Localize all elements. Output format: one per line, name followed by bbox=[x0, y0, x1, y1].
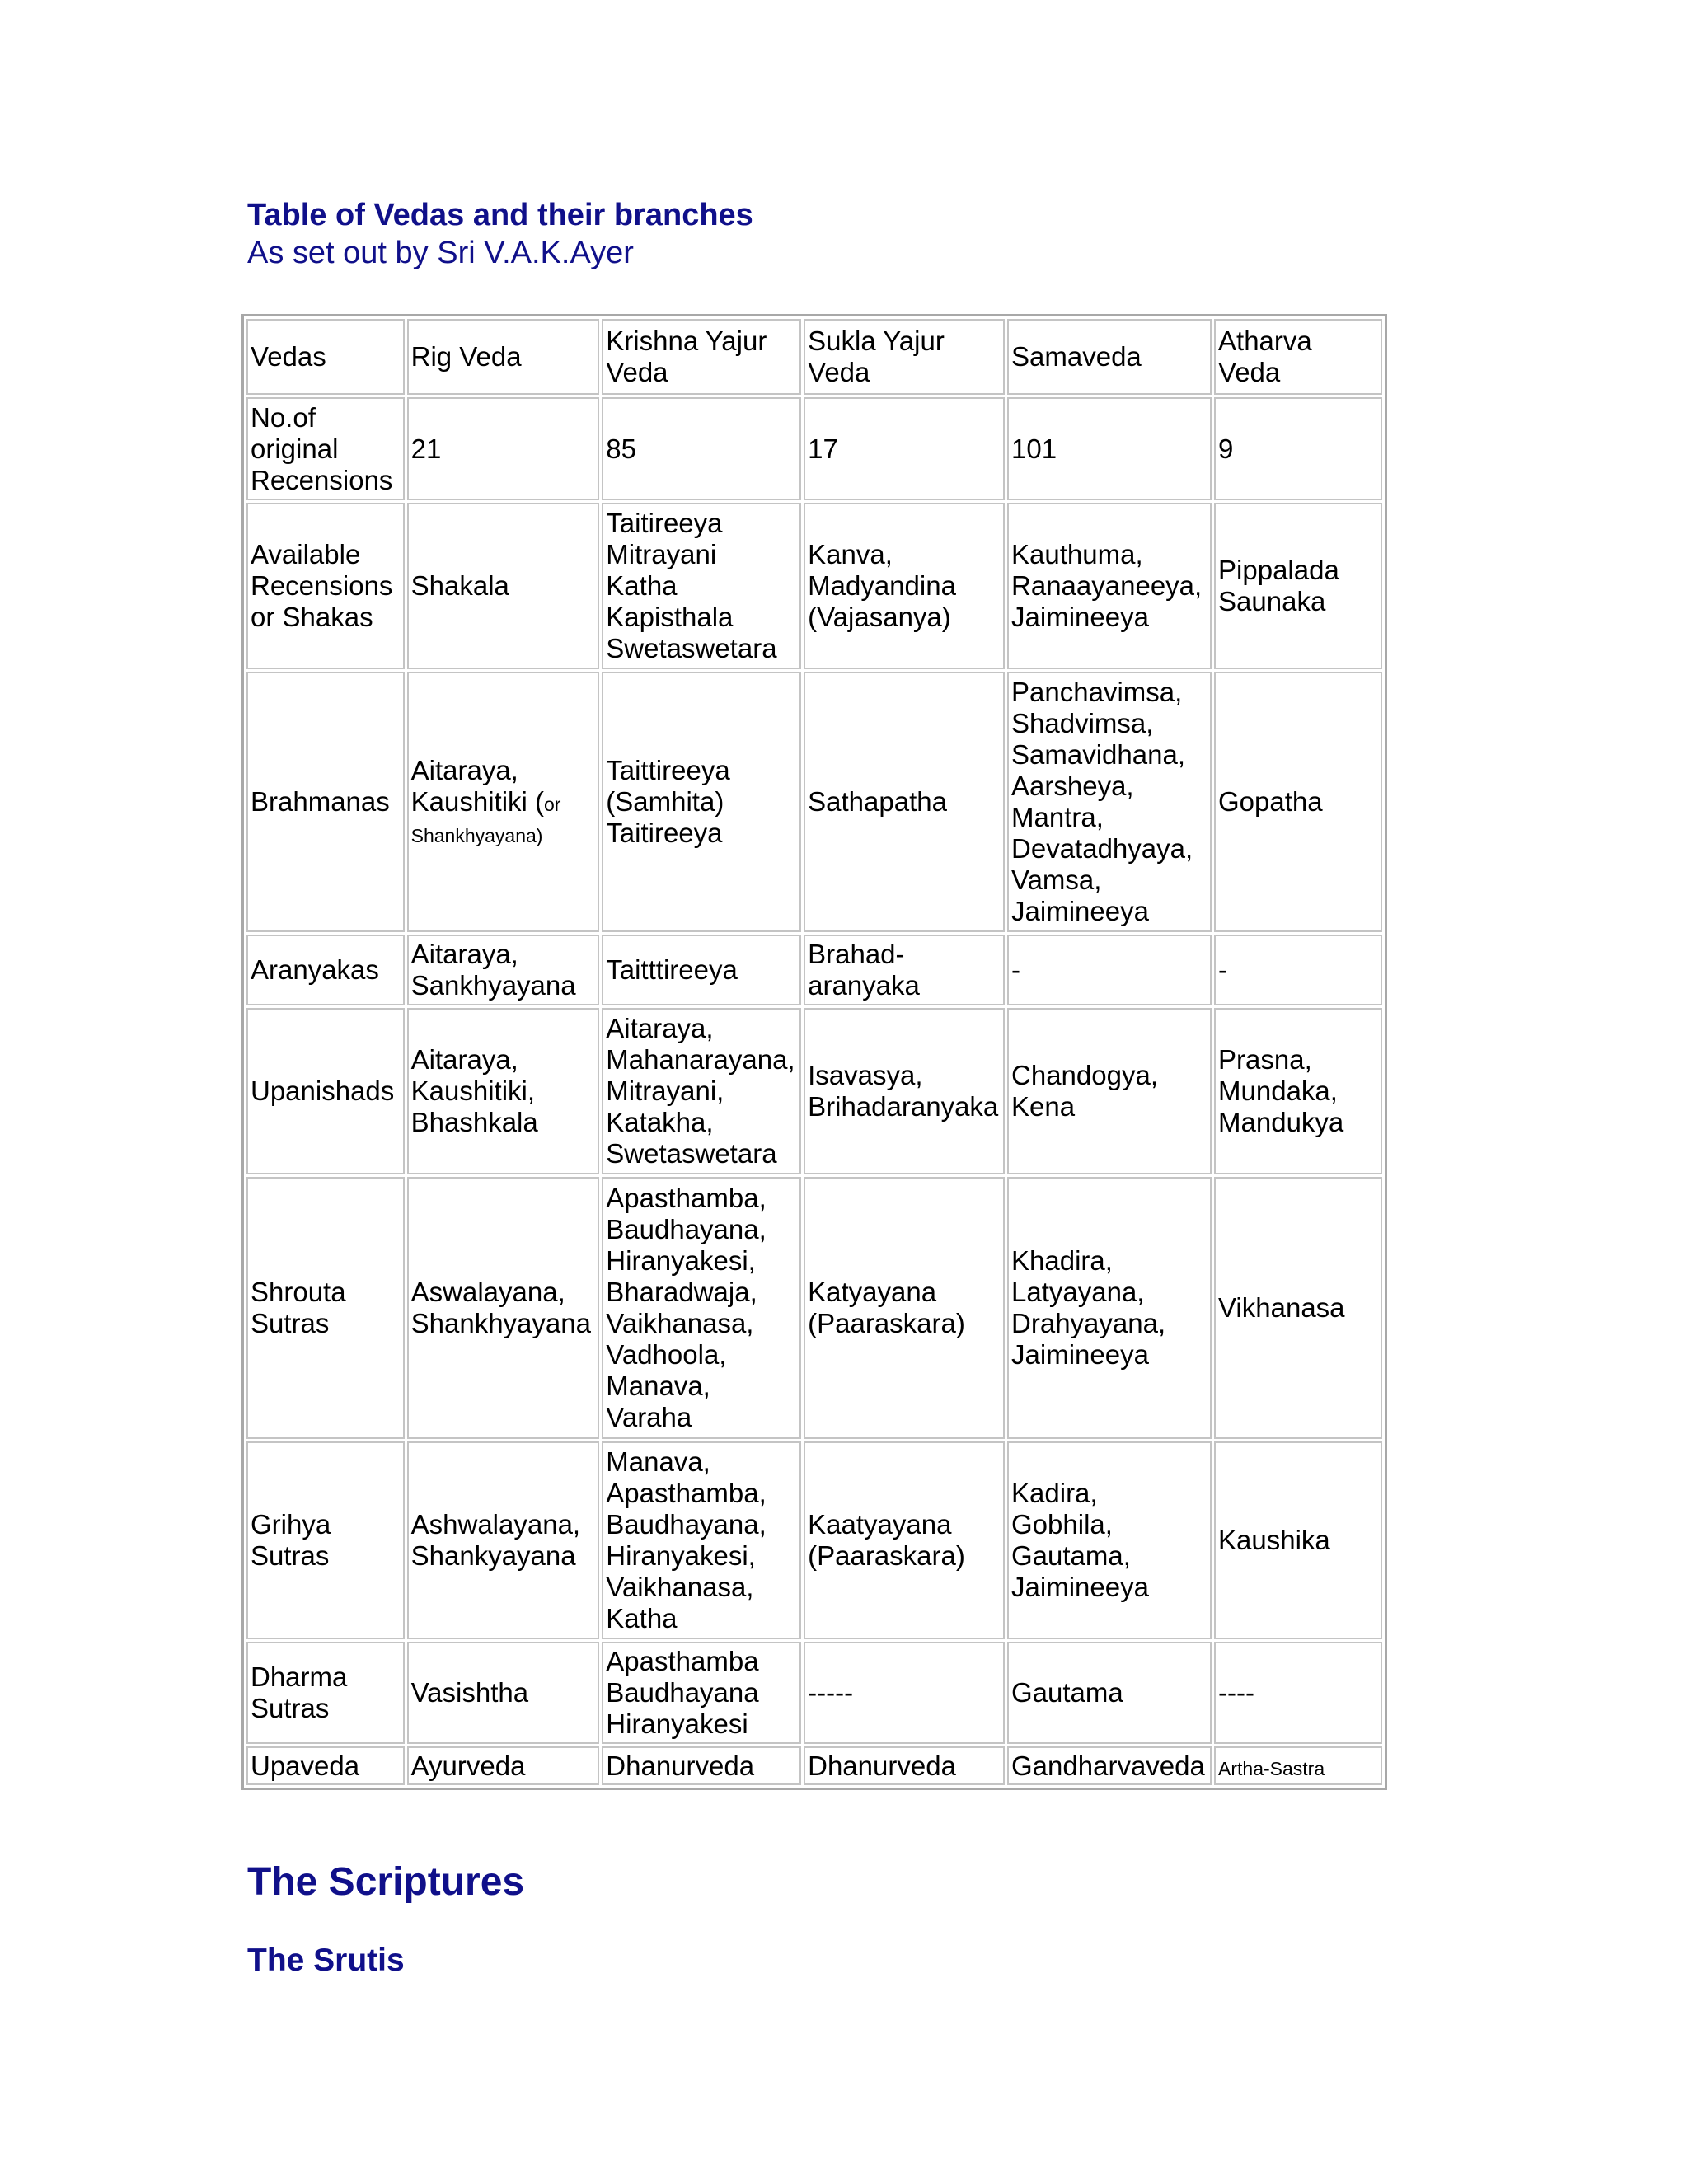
vedas-table bbox=[241, 314, 1387, 1790]
table-cell: Sukla Yajur Veda bbox=[804, 319, 1005, 395]
table-cell: Brahmanas bbox=[246, 672, 405, 932]
table-cell: Aswalayana, Shankhyayana bbox=[407, 1177, 600, 1439]
table-cell: Atharva Veda bbox=[1214, 319, 1382, 395]
table-cell: Prasna, Mundaka, Mandukya bbox=[1214, 1008, 1382, 1174]
table-cell: Dhanurveda bbox=[602, 1746, 801, 1785]
table-row bbox=[246, 1746, 1382, 1785]
table-cell: 21 bbox=[407, 397, 600, 500]
table-cell: 9 bbox=[1214, 397, 1382, 500]
table-cell-note: or Shankhyayana) bbox=[410, 794, 561, 846]
table-cell: Kauthuma, Ranaayaneeya, Jaimineeya bbox=[1007, 503, 1212, 669]
table-cell: Upaveda bbox=[246, 1746, 405, 1785]
table-cell: Apasthamba, Baudhayana, Hiranyakesi, Bharadwaja, Vaikhanasa, Vadhoola, Manava, Varaha bbox=[602, 1177, 801, 1439]
table-cell: Brahad- aranyaka bbox=[804, 935, 1005, 1005]
table-cell: Aitaraya, Mahanarayana, Mitrayani, Katakha, Swetaswetara bbox=[602, 1008, 801, 1174]
table-cell: Available Recensions or Shakas bbox=[246, 503, 405, 669]
table-cell: Grihya Sutras bbox=[246, 1441, 405, 1639]
table-cell: - bbox=[1007, 935, 1212, 1005]
table-row bbox=[246, 1441, 1382, 1639]
table-cell: Manava, Apasthamba, Baudhayana, Hiranyakesi, Vaikhanasa, Katha bbox=[602, 1441, 801, 1639]
section-title-srutis: The Srutis bbox=[247, 1943, 405, 1978]
table-cell: Sathapatha bbox=[804, 672, 1005, 932]
table-cell: 17 bbox=[804, 397, 1005, 500]
table-cell: Vedas bbox=[246, 319, 405, 395]
table-cell: Shrouta Sutras bbox=[246, 1177, 405, 1439]
table-cell: Ayurveda bbox=[407, 1746, 600, 1785]
table-row bbox=[246, 935, 1382, 1005]
table-cell: Gopatha bbox=[1214, 672, 1382, 932]
table-cell: Pippalada Saunaka bbox=[1214, 503, 1382, 669]
table-cell: Chandogya, Kena bbox=[1007, 1008, 1212, 1174]
table-cell: Isavasya, Brihadaranyaka bbox=[804, 1008, 1005, 1174]
table-cell-text: Artha-Sastra bbox=[1218, 1757, 1325, 1779]
table-cell: Shakala bbox=[407, 503, 600, 669]
table-cell: ---- bbox=[1214, 1642, 1382, 1744]
table-cell bbox=[1214, 1746, 1382, 1785]
table-cell: Khadira, Latyayana, Drahyayana, Jaimineeya bbox=[1007, 1177, 1212, 1439]
table-cell: Upanishads bbox=[246, 1008, 405, 1174]
table-cell: Kanva, Madyandina (Vajasanya) bbox=[804, 503, 1005, 669]
table-cell: Aranyakas bbox=[246, 935, 405, 1005]
table-cell: Krishna Yajur Veda bbox=[602, 319, 801, 395]
table-cell: Vikhanasa bbox=[1214, 1177, 1382, 1439]
table-cell bbox=[407, 672, 600, 932]
table-cell: 101 bbox=[1007, 397, 1212, 500]
page-title: Table of Vedas and their branches bbox=[247, 198, 753, 232]
heading-block bbox=[247, 196, 753, 272]
table-cell: Ashwalayana, Shankyayana bbox=[407, 1441, 600, 1639]
table-cell: 85 bbox=[602, 397, 801, 500]
table-cell: Aitaraya, Kaushitiki, Bhashkala bbox=[407, 1008, 600, 1174]
table-cell: Taittireeya (Samhita) Taitireeya bbox=[602, 672, 801, 932]
table-cell-text: Aitaraya, Kaushitiki ( bbox=[410, 755, 545, 817]
table-cell: Rig Veda bbox=[407, 319, 600, 395]
table-cell: Taitttireeya bbox=[602, 935, 801, 1005]
table-row bbox=[246, 1177, 1382, 1439]
table-row bbox=[246, 1642, 1382, 1744]
table-cell: Taitireeya Mitrayani Katha Kapisthala Swetaswetara bbox=[602, 503, 801, 669]
table-cell: Kadira, Gobhila, Gautama, Jaimineeya bbox=[1007, 1441, 1212, 1639]
table-cell: Dhanurveda bbox=[804, 1746, 1005, 1785]
table-cell: Dharma Sutras bbox=[246, 1642, 405, 1744]
table-cell: Gandharvaveda bbox=[1007, 1746, 1212, 1785]
table-row bbox=[246, 1008, 1382, 1174]
table-cell: Katyayana (Paaraskara) bbox=[804, 1177, 1005, 1439]
table-cell: Samaveda bbox=[1007, 319, 1212, 395]
table-row bbox=[246, 503, 1382, 669]
table-cell: ----- bbox=[804, 1642, 1005, 1744]
page-subtitle: As set out by Sri V.A.K.Ayer bbox=[247, 236, 634, 270]
table-row bbox=[246, 319, 1382, 395]
table-cell: Kaatyayana (Paaraskara) bbox=[804, 1441, 1005, 1639]
table-cell: No.of original Recensions bbox=[246, 397, 405, 500]
section-title-scriptures: The Scriptures bbox=[247, 1860, 525, 1904]
vedas-table-body bbox=[246, 319, 1382, 1785]
table-cell: Apasthamba Baudhayana Hiranyakesi bbox=[602, 1642, 801, 1744]
table-cell: Kaushika bbox=[1214, 1441, 1382, 1639]
table-cell: - bbox=[1214, 935, 1382, 1005]
table-cell: Vasishtha bbox=[407, 1642, 600, 1744]
table-cell: Aitaraya, Sankhyayana bbox=[407, 935, 600, 1005]
table-row bbox=[246, 672, 1382, 932]
table-row bbox=[246, 397, 1382, 500]
table-cell: Gautama bbox=[1007, 1642, 1212, 1744]
table-cell: Panchavimsa, Shadvimsa, Samavidhana, Aarsheya, Mantra, Devatadhyaya, Vamsa, Jaimineeya bbox=[1007, 672, 1212, 932]
